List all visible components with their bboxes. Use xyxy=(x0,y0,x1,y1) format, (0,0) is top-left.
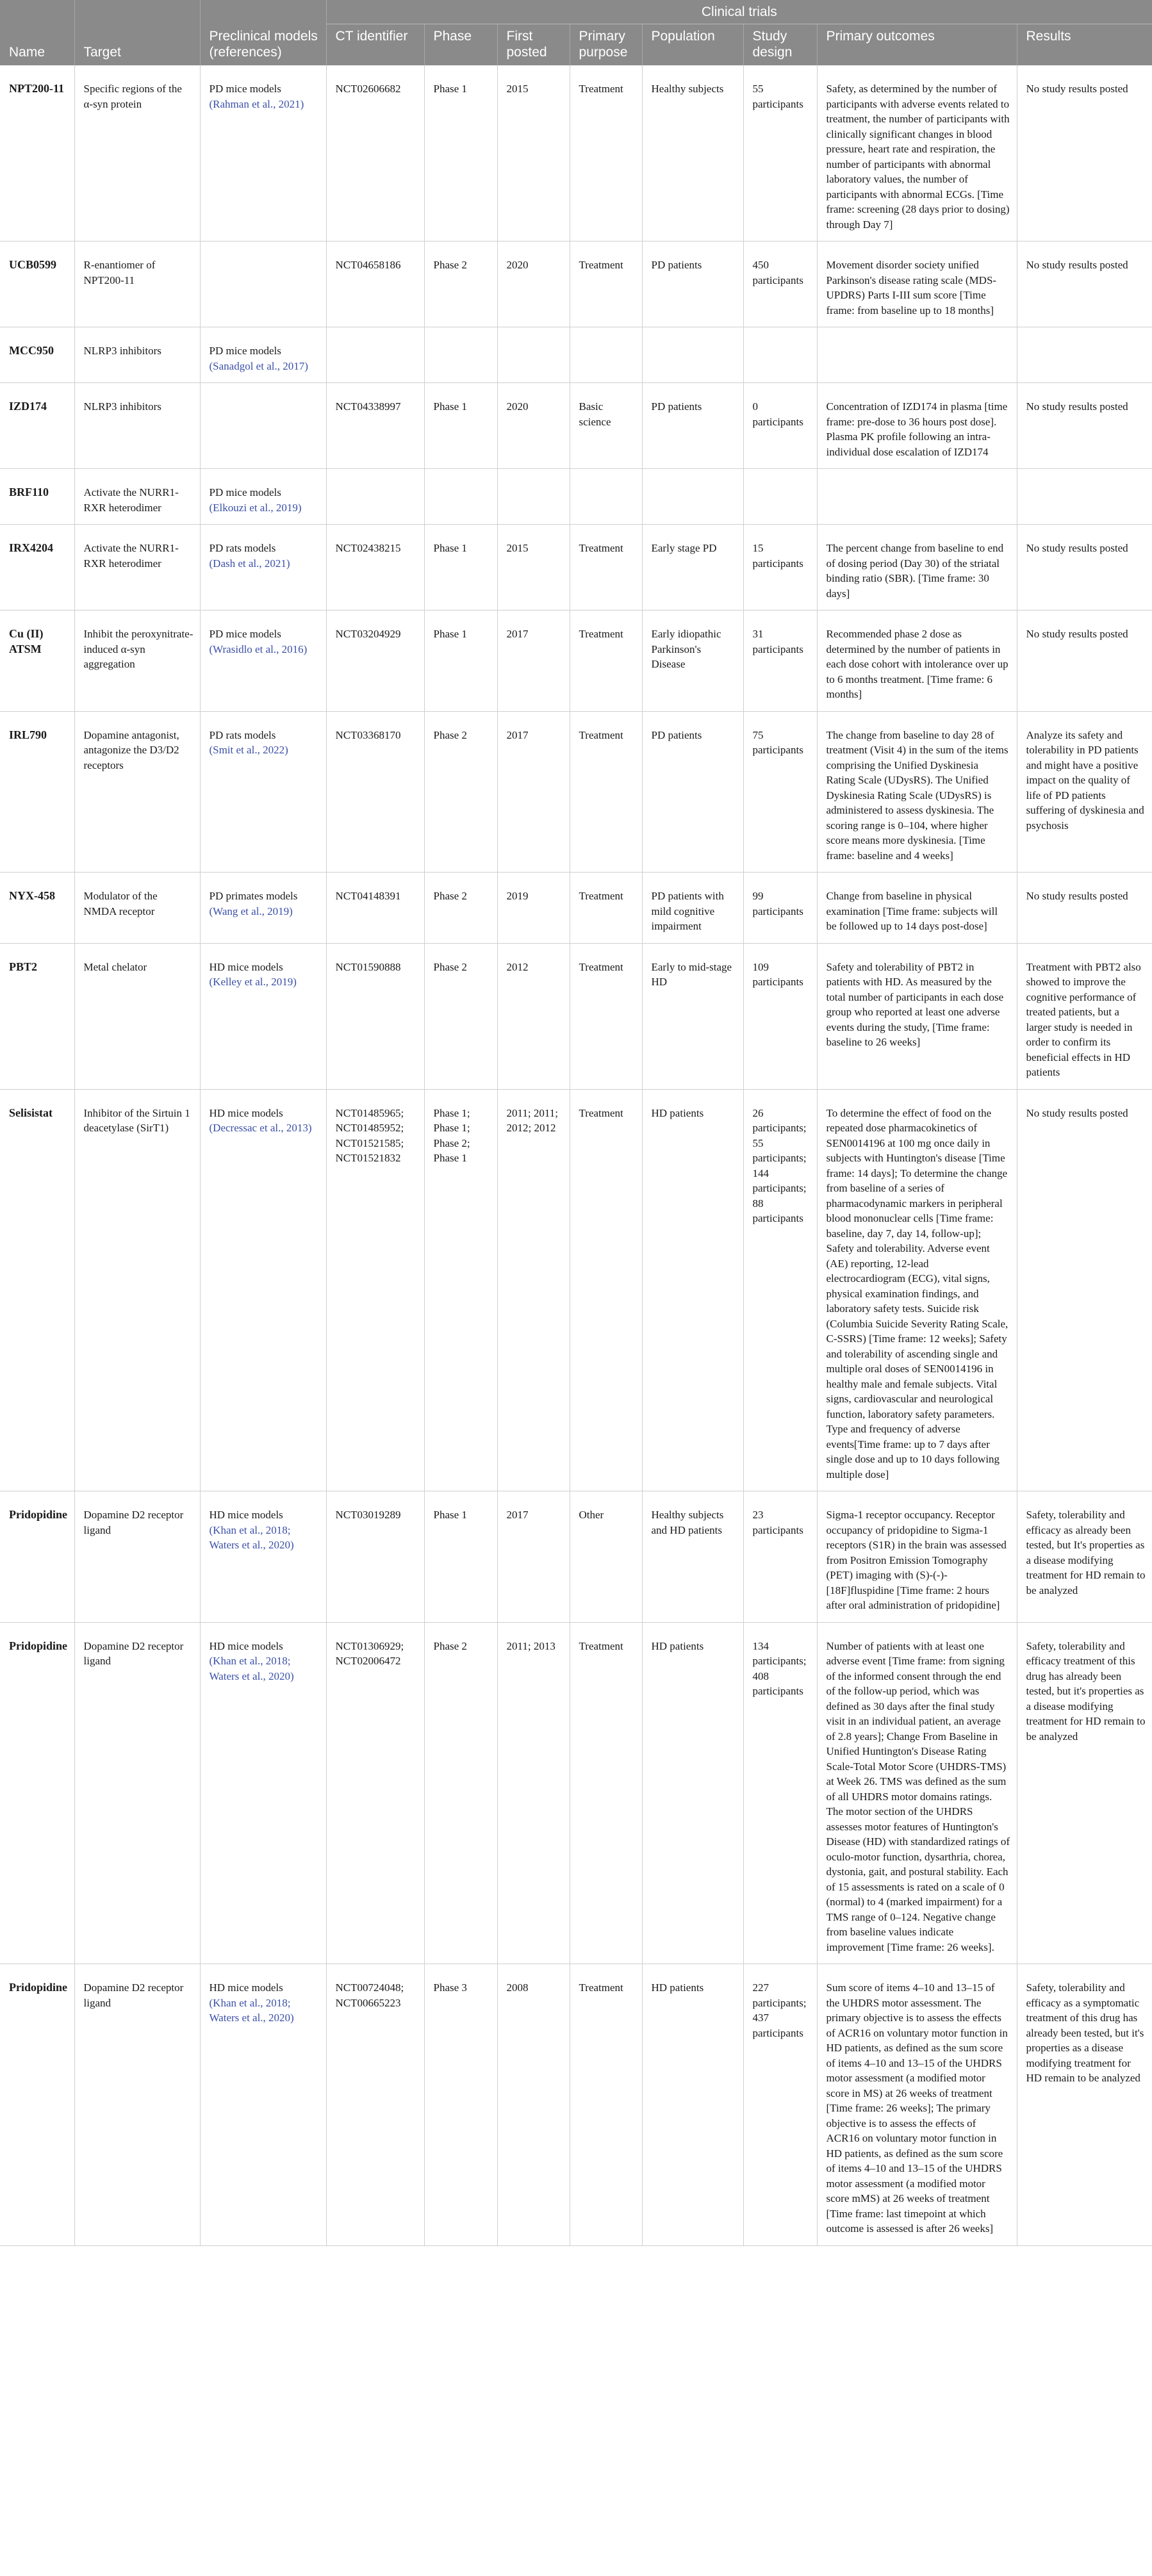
table-row xyxy=(0,1089,1152,1491)
primary-outcomes-cell: Movement disorder society unified Parkinson's disease rating scale (MDS-UPDRS) Parts I-III sum score [Time frame: from baseline up to 18 months] xyxy=(817,242,1017,327)
results-cell: Analyze its safety and tolerability in PD patients and might have a positive impact on the quality of life of PD patients suffering of dyskinesia and psychosis xyxy=(1017,711,1152,873)
preclinical-model: HD mice models xyxy=(209,1509,283,1521)
preclinical-cell xyxy=(200,1491,326,1623)
study-design-cell: 55 participants xyxy=(743,65,817,242)
phase-cell: Phase 2 xyxy=(424,711,497,873)
study-design-cell xyxy=(743,327,817,383)
results-cell xyxy=(1017,469,1152,525)
reference-link[interactable]: (Kelley et al., 2019) xyxy=(209,976,297,988)
results-cell: Safety, tolerability and efficacy as a symptomatic treatment of this drug has already been tested, but it's properties as a disease modifying treatment for HD remain to be analyzed xyxy=(1017,1964,1152,2246)
table-row xyxy=(0,1964,1152,2246)
reference-link[interactable]: (Rahman et al., 2021) xyxy=(209,97,304,110)
table-row xyxy=(0,327,1152,383)
phase-cell: Phase 2 xyxy=(424,1622,497,1964)
phase-cell: Phase 3 xyxy=(424,1964,497,2246)
primary-purpose-cell: Treatment xyxy=(570,1964,642,2246)
study-design-cell: 23 participants xyxy=(743,1491,817,1623)
ct-identifier-cell: NCT03019289 xyxy=(326,1491,424,1623)
name-cell: NPT200-11 xyxy=(0,65,74,242)
ct-identifier-cell: NCT04658186 xyxy=(326,242,424,327)
population-cell: PD patients xyxy=(642,711,743,873)
population-cell: HD patients xyxy=(642,1089,743,1491)
primary-outcomes-cell: Sigma-1 receptor occupancy. Receptor occupancy of pridopidine to Sigma-1 receptors (S1R) in the brain was assessed from Positron Emission Tomography (PET) imaging with (S)-(-)-[18F]fluspidine [Time frame: 2 hours after oral administration of pridopidine] xyxy=(817,1491,1017,1623)
ct-identifier-cell: NCT01485965; NCT01485952; NCT01521585; NCT01521832 xyxy=(326,1089,424,1491)
phase-cell xyxy=(424,469,497,525)
header-group-clinical-trials: Clinical trials xyxy=(326,0,1152,24)
study-design-cell: 26 participants; 55 participants; 144 participants; 88 participants xyxy=(743,1089,817,1491)
population-cell: Early to mid-stage HD xyxy=(642,943,743,1089)
reference-link[interactable]: (Smit et al., 2022) xyxy=(209,744,288,756)
preclinical-cell xyxy=(200,383,326,469)
study-design-cell: 227 participants; 437 participants xyxy=(743,1964,817,2246)
ct-identifier-cell: NCT03368170 xyxy=(326,711,424,873)
first-posted-cell: 2017 xyxy=(497,1491,570,1623)
preclinical-model: PD rats models xyxy=(209,542,276,554)
primary-purpose-cell: Treatment xyxy=(570,943,642,1089)
primary-outcomes-cell: Recommended phase 2 dose as determined by the number of patients in each dose cohort with intolerance over up to 6 months treatment. [Time frame: 6 months] xyxy=(817,611,1017,712)
study-design-cell: 15 participants xyxy=(743,525,817,611)
header-primary-outcomes: Primary outcomes xyxy=(817,24,1017,66)
results-cell: Safety, tolerability and efficacy treatment of this drug has already been tested, but it's properties as a disease modifying treatment for HD remain to be analyzed xyxy=(1017,1622,1152,1964)
target-cell: Metal chelator xyxy=(74,943,200,1089)
primary-purpose-cell: Treatment xyxy=(570,525,642,611)
table-row xyxy=(0,525,1152,611)
population-cell: Early stage PD xyxy=(642,525,743,611)
table-row xyxy=(0,873,1152,944)
header-population: Population xyxy=(642,24,743,66)
preclinical-cell xyxy=(200,242,326,327)
ct-identifier-cell: NCT00724048; NCT00665223 xyxy=(326,1964,424,2246)
ct-identifier-cell: NCT01306929; NCT02006472 xyxy=(326,1622,424,1964)
preclinical-cell xyxy=(200,943,326,1089)
target-cell: Inhibit the peroxynitrate-induced α-syn aggregation xyxy=(74,611,200,712)
ct-identifier-cell: NCT02438215 xyxy=(326,525,424,611)
header-primary-purpose: Primary purpose xyxy=(570,24,642,66)
results-cell: Treatment with PBT2 also showed to improve the cognitive performance of treated patients, but a larger study is needed in order to confirm its beneficial effects in HD patients xyxy=(1017,943,1152,1089)
study-design-cell: 134 participants; 408 participants xyxy=(743,1622,817,1964)
study-design-cell: 450 participants xyxy=(743,242,817,327)
reference-link[interactable]: (Sanadgol et al., 2017) xyxy=(209,359,308,372)
target-cell: Dopamine D2 receptor ligand xyxy=(74,1622,200,1964)
primary-outcomes-cell: Sum score of items 4–10 and 13–15 of the UHDRS motor assessment. The primary objective is to assess the effects of ACR16 on voluntary motor function in HD patients, as defined as the sum score of items 4–10 and 13–15 of the UHDRS motor assessment (a modified motor score in MS) at 26 weeks of treatment [Time frame: 26 weeks]; The primary objective is to assess the effects of ACR16 on voluntary motor function in HD patients, as defined as the sum score of items 4–10 and 13–15 of the UHDRS motor assessment (a modified motor score mMS) at 26 weeks of treatment [Time frame: last timepoint at which outcome is assessed is after 26 weeks] xyxy=(817,1964,1017,2246)
first-posted-cell: 2015 xyxy=(497,525,570,611)
study-design-cell: 75 participants xyxy=(743,711,817,873)
first-posted-cell: 2017 xyxy=(497,711,570,873)
header-name: Name xyxy=(0,0,74,65)
population-cell: PD patients xyxy=(642,242,743,327)
primary-outcomes-cell: Concentration of IZD174 in plasma [time frame: pre-dose to 36 hours post dose]. Plasma PK profile following an intra-individual dose escalation of IZD174 xyxy=(817,383,1017,469)
target-cell: Inhibitor of the Sirtuin 1 deacetylase (SirT1) xyxy=(74,1089,200,1491)
name-cell: IRL790 xyxy=(0,711,74,873)
target-cell: NLRP3 inhibitors xyxy=(74,327,200,383)
target-cell: Dopamine D2 receptor ligand xyxy=(74,1491,200,1623)
table-row xyxy=(0,383,1152,469)
preclinical-cell xyxy=(200,1964,326,2246)
preclinical-cell xyxy=(200,327,326,383)
study-design-cell: 31 participants xyxy=(743,611,817,712)
table-row xyxy=(0,943,1152,1089)
table-row xyxy=(0,65,1152,242)
preclinical-model: PD mice models xyxy=(209,628,281,640)
reference-link[interactable]: (Khan et al., 2018; xyxy=(209,1996,291,2009)
phase-cell: Phase 1; Phase 1; Phase 2; Phase 1 xyxy=(424,1089,497,1491)
ct-identifier-cell: NCT04148391 xyxy=(326,873,424,944)
reference-link[interactable]: (Khan et al., 2018; xyxy=(209,1523,291,1536)
target-cell: Activate the NURR1-RXR heterodimer xyxy=(74,469,200,525)
primary-purpose-cell: Treatment xyxy=(570,1089,642,1491)
header-target: Target xyxy=(74,0,200,65)
first-posted-cell: 2015 xyxy=(497,65,570,242)
primary-purpose-cell: Treatment xyxy=(570,65,642,242)
first-posted-cell: 2020 xyxy=(497,242,570,327)
reference-link[interactable]: Waters et al., 2020) xyxy=(209,1669,294,1682)
header-preclinical: Preclinical models (references) xyxy=(200,0,326,65)
name-cell: IRX4204 xyxy=(0,525,74,611)
population-cell: HD patients xyxy=(642,1964,743,2246)
header-results: Results xyxy=(1017,24,1152,66)
name-cell: IZD174 xyxy=(0,383,74,469)
phase-cell: Phase 2 xyxy=(424,873,497,944)
table-row xyxy=(0,1622,1152,1964)
population-cell: HD patients xyxy=(642,1622,743,1964)
study-design-cell xyxy=(743,469,817,525)
table-row xyxy=(0,611,1152,712)
primary-purpose-cell xyxy=(570,469,642,525)
first-posted-cell: 2019 xyxy=(497,873,570,944)
name-cell: Pridopidine xyxy=(0,1622,74,1964)
name-cell: MCC950 xyxy=(0,327,74,383)
first-posted-cell: 2011; 2013 xyxy=(497,1622,570,1964)
ct-identifier-cell: NCT04338997 xyxy=(326,383,424,469)
primary-outcomes-cell xyxy=(817,469,1017,525)
target-cell: Dopamine antagonist, antagonize the D3/D2 receptors xyxy=(74,711,200,873)
primary-purpose-cell: Treatment xyxy=(570,711,642,873)
preclinical-model: HD mice models xyxy=(209,960,283,973)
study-design-cell: 0 participants xyxy=(743,383,817,469)
first-posted-cell: 2020 xyxy=(497,383,570,469)
first-posted-cell: 2012 xyxy=(497,943,570,1089)
preclinical-cell xyxy=(200,1089,326,1491)
preclinical-model: PD mice models xyxy=(209,83,281,95)
phase-cell: Phase 2 xyxy=(424,943,497,1089)
primary-purpose-cell xyxy=(570,327,642,383)
study-design-cell: 109 participants xyxy=(743,943,817,1089)
primary-outcomes-cell: Number of patients with at least one adverse event [Time frame: from signing of the informed consent through the end of the follow-up period, which was defined as 30 days after the final study visit in an individual patient, an average of 2.8 years]; Change From Baseline in Unified Huntington's Disease Rating Scale-Total Motor Score (UHDRS-TMS) at Week 26. TMS was defined as the sum of all UHDRS motor domains ratings. The motor section of the UHDRS assesses motor features of Huntington's Disease (HD) with standardized ratings of oculo-motor function, dysarthria, chorea, dystonia, gait, and postural stability. Each of 15 assessments is rated on a scale of 0 (normal) to 4 (marked impairment) for a TMS range of 0–124. Negative change from baseline values indicate improvement [Time frame: 26 weeks]. xyxy=(817,1622,1017,1964)
name-cell: Selisistat xyxy=(0,1089,74,1491)
population-cell: PD patients with mild cognitive impairment xyxy=(642,873,743,944)
header-phase: Phase xyxy=(424,24,497,66)
results-cell: No study results posted xyxy=(1017,873,1152,944)
results-cell: No study results posted xyxy=(1017,65,1152,242)
preclinical-model: PD rats models xyxy=(209,728,276,741)
primary-purpose-cell: Basic science xyxy=(570,383,642,469)
preclinical-cell xyxy=(200,1622,326,1964)
primary-outcomes-cell: The change from baseline to day 28 of treatment (Visit 4) in the sum of the items comprising the Unified Dyskinesia Rating Scale (UDysRS). The Unified Dyskinesia Rating Scale (UDysRS) is administered to assess dyskinesia. The scoring range is 0–104, where higher score means more dyskinesia. [Time frame: baseline and 4 weeks] xyxy=(817,711,1017,873)
first-posted-cell: 2008 xyxy=(497,1964,570,2246)
name-cell: Pridopidine xyxy=(0,1964,74,2246)
phase-cell: Phase 1 xyxy=(424,65,497,242)
first-posted-cell xyxy=(497,327,570,383)
ct-identifier-cell: NCT02606682 xyxy=(326,65,424,242)
results-cell: No study results posted xyxy=(1017,1089,1152,1491)
target-cell: NLRP3 inhibitors xyxy=(74,383,200,469)
reference-link[interactable]: (Dash et al., 2021) xyxy=(209,557,290,570)
preclinical-model: HD mice models xyxy=(209,1639,283,1652)
preclinical-model: HD mice models xyxy=(209,1981,283,1994)
first-posted-cell: 2017 xyxy=(497,611,570,712)
phase-cell: Phase 1 xyxy=(424,525,497,611)
results-cell: No study results posted xyxy=(1017,383,1152,469)
table-row xyxy=(0,469,1152,525)
target-cell: R-enantiomer of NPT200-11 xyxy=(74,242,200,327)
results-cell: Safety, tolerability and efficacy as already been tested, but It's properties as a disease modifying treatment for HD remain to be analyzed xyxy=(1017,1491,1152,1623)
reference-link[interactable]: Waters et al., 2020) xyxy=(209,2012,294,2024)
header-study-design: Study design xyxy=(743,24,817,66)
preclinical-model: PD primates models xyxy=(209,890,298,902)
primary-outcomes-cell: To determine the effect of food on the repeated dose pharmacokinetics of SEN0014196 at 100 mg once daily in subjects with Huntington's disease [Time frame: 14 days]; To determine the change from baseline of a series of pharmacodynamic markers in peripheral blood mononuclear cells [Time frame: baseline, day 7, day 14, follow-up]; Safety and tolerability. Adverse event (AE) reporting, 12-lead electrocardiogram (ECG), vital signs, physical examination findings, and laboratory safety tests. Suicide risk (Columbia Suicide Severity Rating Scale, C-SSRS) [Time frame: 12 weeks]; Safety and tolerability of ascending single and multiple oral doses of SEN0014196 in healthy male and female subjects. Vital signs, cardiovascular and neurological function, laboratory safety parameters. Type and frequency of adverse events[Time frame: up to 7 days after single dose and up to 10 days following multiple dose] xyxy=(817,1089,1017,1491)
ct-identifier-cell: NCT03204929 xyxy=(326,611,424,712)
target-cell: Specific regions of the α-syn protein xyxy=(74,65,200,242)
preclinical-cell xyxy=(200,711,326,873)
preclinical-model: PD mice models xyxy=(209,486,281,498)
primary-outcomes-cell xyxy=(817,327,1017,383)
preclinical-cell xyxy=(200,611,326,712)
table-row xyxy=(0,242,1152,327)
primary-outcomes-cell: Safety, as determined by the number of participants with adverse events related to treatment, the number of participants with clinically significant changes in blood pressure, heart rate and respiration, the number of participants with abnormal laboratory values, the number of participants with abnormal ECGs. [Time frame: screening (28 days prior to dosing) through Day 7] xyxy=(817,65,1017,242)
population-cell: PD patients xyxy=(642,383,743,469)
phase-cell xyxy=(424,327,497,383)
reference-link[interactable]: (Decressac et al., 2013) xyxy=(209,1122,312,1134)
ct-identifier-cell xyxy=(326,469,424,525)
header-ct-identifier: CT identifier xyxy=(326,24,424,66)
results-cell: No study results posted xyxy=(1017,525,1152,611)
first-posted-cell xyxy=(497,469,570,525)
primary-purpose-cell: Other xyxy=(570,1491,642,1623)
phase-cell: Phase 1 xyxy=(424,1491,497,1623)
table-body xyxy=(0,65,1152,2245)
ct-identifier-cell xyxy=(326,327,424,383)
first-posted-cell: 2011; 2011; 2012; 2012 xyxy=(497,1089,570,1491)
population-cell: Healthy subjects and HD patients xyxy=(642,1491,743,1623)
primary-outcomes-cell: Safety and tolerability of PBT2 in patients with HD. As measured by the total number of participants in each dose group who reported at least one adverse events during the study, [Time frame: baseline to 26 weeks] xyxy=(817,943,1017,1089)
table-row xyxy=(0,1491,1152,1623)
results-cell xyxy=(1017,327,1152,383)
population-cell xyxy=(642,327,743,383)
phase-cell: Phase 1 xyxy=(424,383,497,469)
phase-cell: Phase 2 xyxy=(424,242,497,327)
header-first-posted: First posted xyxy=(497,24,570,66)
preclinical-cell xyxy=(200,873,326,944)
preclinical-model: PD mice models xyxy=(209,345,281,357)
primary-outcomes-cell: Change from baseline in physical examination [Time frame: subjects will be followed up to 14 days post-dose] xyxy=(817,873,1017,944)
phase-cell: Phase 1 xyxy=(424,611,497,712)
table-row xyxy=(0,711,1152,873)
target-cell: Dopamine D2 receptor ligand xyxy=(74,1964,200,2246)
table-header xyxy=(0,0,1152,65)
primary-outcomes-cell: The percent change from baseline to end of dosing period (Day 30) of the striatal binding ratio (SBR). [Time frame: 30 days] xyxy=(817,525,1017,611)
results-cell: No study results posted xyxy=(1017,242,1152,327)
population-cell: Early idiopathic Parkinson's Disease xyxy=(642,611,743,712)
reference-link[interactable]: (Wrasidlo et al., 2016) xyxy=(209,643,308,655)
preclinical-cell xyxy=(200,469,326,525)
name-cell: BRF110 xyxy=(0,469,74,525)
population-cell xyxy=(642,469,743,525)
name-cell: PBT2 xyxy=(0,943,74,1089)
reference-link[interactable]: (Elkouzi et al., 2019) xyxy=(209,501,302,514)
results-cell: No study results posted xyxy=(1017,611,1152,712)
primary-purpose-cell: Treatment xyxy=(570,873,642,944)
name-cell: NYX-458 xyxy=(0,873,74,944)
name-cell: UCB0599 xyxy=(0,242,74,327)
preclinical-model: HD mice models xyxy=(209,1106,283,1119)
ct-identifier-cell: NCT01590888 xyxy=(326,943,424,1089)
primary-purpose-cell: Treatment xyxy=(570,611,642,712)
reference-link[interactable]: (Khan et al., 2018; xyxy=(209,1655,291,1667)
preclinical-cell xyxy=(200,525,326,611)
reference-link[interactable]: Waters et al., 2020) xyxy=(209,1539,294,1551)
population-cell: Healthy subjects xyxy=(642,65,743,242)
target-cell: Activate the NURR1-RXR heterodimer xyxy=(74,525,200,611)
name-cell: Cu (II) ATSM xyxy=(0,611,74,712)
reference-link[interactable]: (Wang et al., 2019) xyxy=(209,905,293,917)
preclinical-cell xyxy=(200,65,326,242)
primary-purpose-cell: Treatment xyxy=(570,1622,642,1964)
target-cell: Modulator of the NMDA receptor xyxy=(74,873,200,944)
primary-purpose-cell: Treatment xyxy=(570,242,642,327)
name-cell: Pridopidine xyxy=(0,1491,74,1623)
study-design-cell: 99 participants xyxy=(743,873,817,944)
